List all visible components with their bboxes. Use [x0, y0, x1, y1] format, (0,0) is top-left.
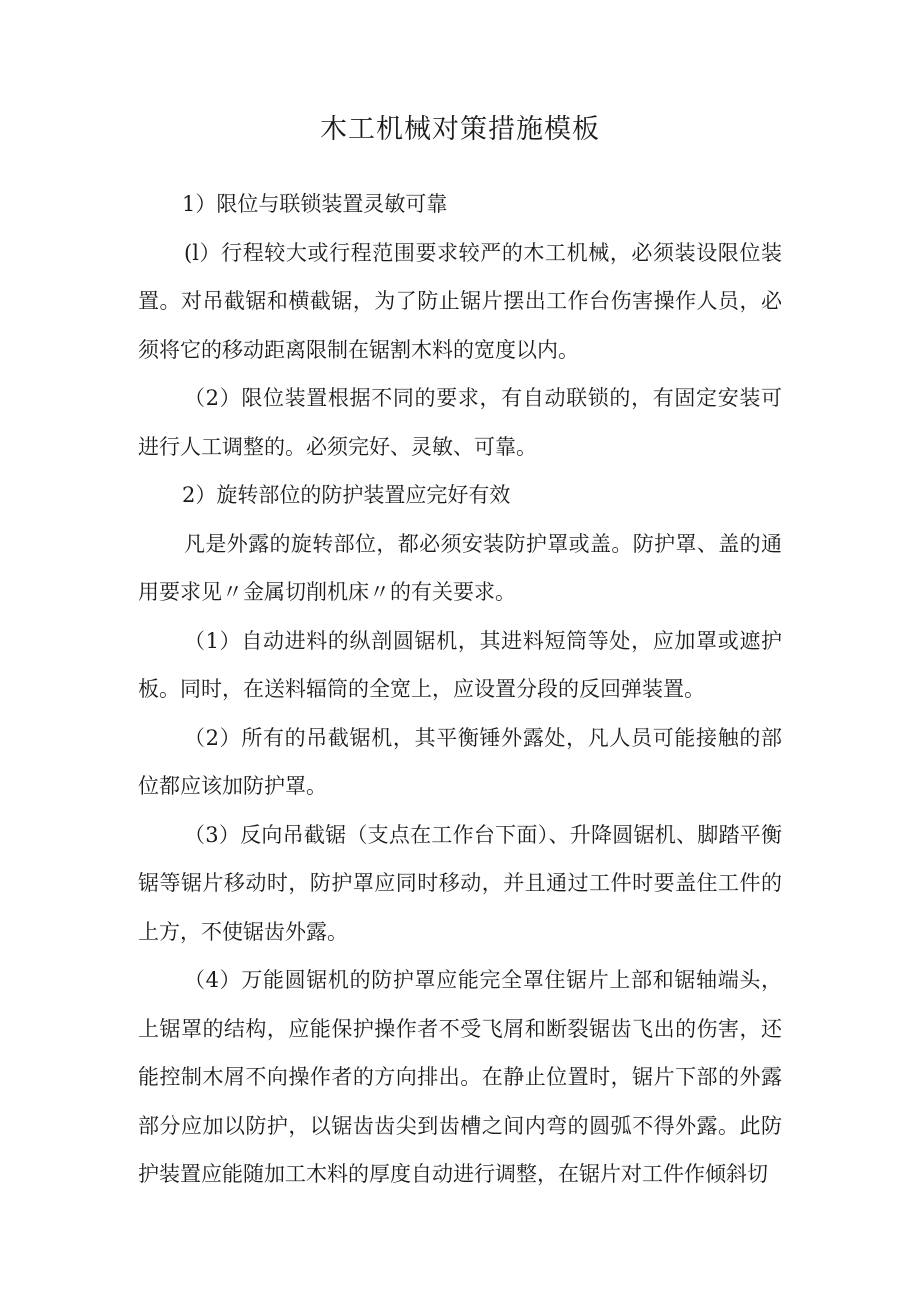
- document-body: [138, 180, 782, 1199]
- paragraph: （3）反向吊截锯（支点在工作台下面）、升降圆锯机、脚踏平衡锯等锯片移动时，防护罩应同时移动，并且通过工件时要盖住工件的上方，不使锯齿外露。: [138, 822, 782, 944]
- paragraph: (l）行程较大或行程范围要求较严的木工机械，必须装设限位装置。对吊截锯和横截锯，为了防止锯片摆出工作台伤害操作人员，必须将它的移动距离限制在锯割木料的宽度以内。: [138, 240, 782, 362]
- section-heading-1: 1）限位与联锁装置灵敏可靠: [182, 192, 448, 216]
- paragraph: 凡是外露的旋转部位，都必须安装防护罩或盖。防护罩、盖的通用要求见〃金属切削机床〃的有关要求。: [138, 531, 782, 604]
- document-title: 木工机械对策措施模板: [320, 114, 600, 145]
- section-heading-2: 2）旋转部位的防护装置应完好有效: [182, 483, 511, 507]
- paragraph: （1）自动进料的纵剖圆锯机，其进料短筒等处，应加罩或遮护板。同时，在送料辐筒的全宽上，应设置分段的反回弹装置。: [138, 628, 782, 701]
- paragraph: （2）所有的吊截锯机，其平衡锤外露处，凡人员可能接触的部位都应该加防护罩。: [138, 725, 782, 798]
- paragraph: （2）限位装置根据不同的要求，有自动联锁的，有固定安装可进行人工调整的。必须完好、灵敏、可靠。: [138, 386, 782, 459]
- paragraph: （4）万能圆锯机的防护罩应能完全罩住锯片上部和锯轴端头，上锯罩的结构，应能保护操作者不受飞屑和断裂锯齿飞出的伤害，还能控制木屑不向操作者的方向排出。在静止位置时，锯片下部的外露部分应加以防护，以锯齿齿尖到齿槽之间内弯的圆弧不得外露。此防护装置应能随加工木料的厚度自动进行调整，在锯片对工件作倾斜切: [138, 968, 782, 1186]
